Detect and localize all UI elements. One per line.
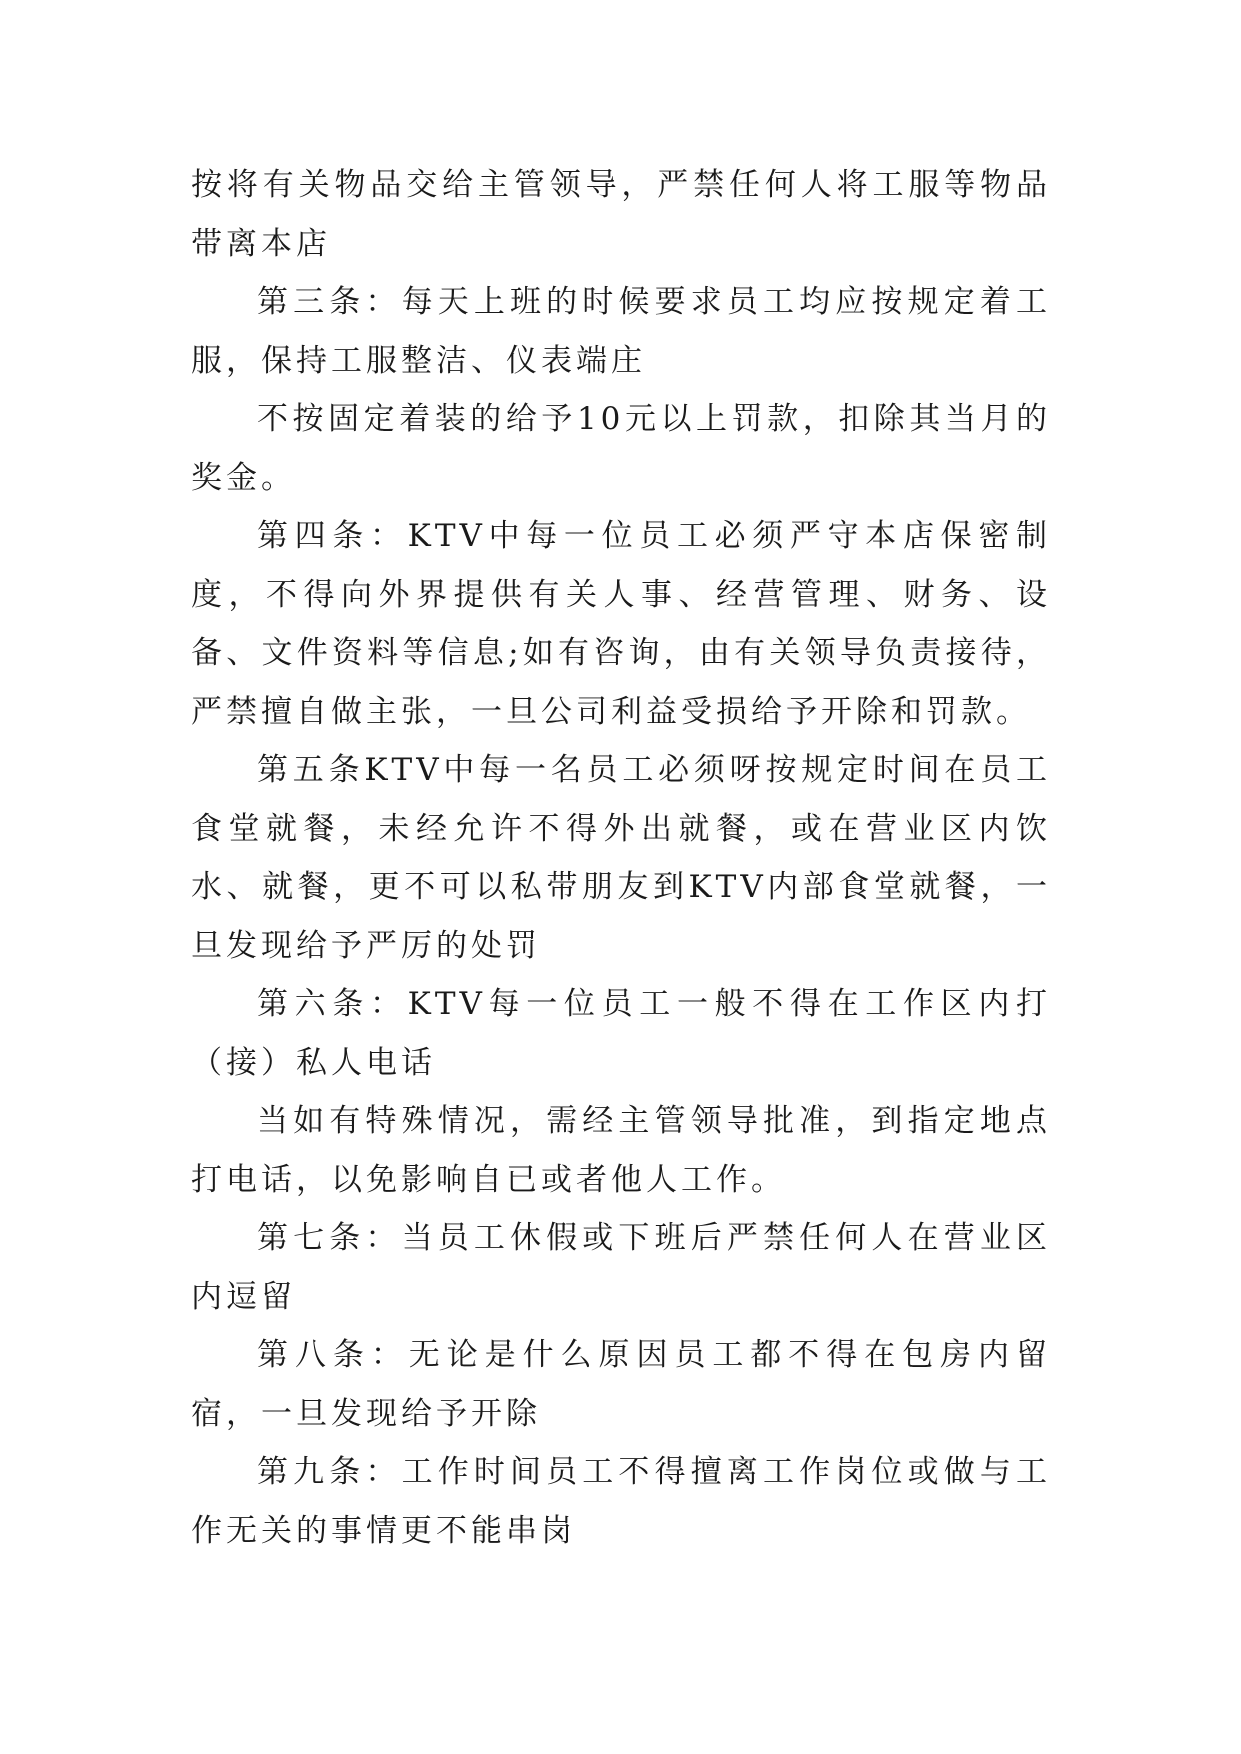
paragraph-article-6: 第六条：KTV每一位员工一般不得在工作区内打（接）私人电话 — [191, 986, 1051, 1081]
paragraph-article-4: 第四条：KTV中每一位员工必须严守本店保密制度，不得向外界提供有关人事、经营管理、财务、设备、文件资料等信息;如有咨询，由有关领导负责接待，严禁擅自做主张，一旦公司利益受损给予开除和罚款。 — [191, 518, 1051, 730]
paragraph-article-6-exception: 当如有特殊情况，需经主管领导批准，到指定地点打电话，以免影响自已或者他人工作。 — [191, 1103, 1051, 1198]
paragraph-article-7: 第七条：当员工休假或下班后严禁任何人在营业区内逗留 — [191, 1220, 1051, 1315]
paragraph-article-5: 第五条KTV中每一名员工必须呀按规定时间在员工食堂就餐，未经允许不得外出就餐，或在营业区内饮水、就餐，更不可以私带朋友到KTV内部食堂就餐，一旦发现给予严厉的处罚 — [191, 752, 1051, 964]
paragraph-continuation: 按将有关物品交给主管领导，严禁任何人将工服等物品带离本店 — [191, 167, 1051, 262]
paragraph-article-8: 第八条：无论是什么原因员工都不得在包房内留宿，一旦发现给予开除 — [191, 1337, 1051, 1432]
paragraph-article-3: 第三条：每天上班的时候要求员工均应按规定着工服，保持工服整洁、仪表端庄 — [191, 284, 1051, 379]
paragraph-article-3-penalty: 不按固定着装的给予10元以上罚款，扣除其当月的奖金。 — [191, 401, 1051, 496]
paragraph-article-9: 第九条：工作时间员工不得擅离工作岗位或做与工作无关的事情更不能串岗 — [191, 1454, 1051, 1549]
document-body — [191, 156, 1051, 1560]
